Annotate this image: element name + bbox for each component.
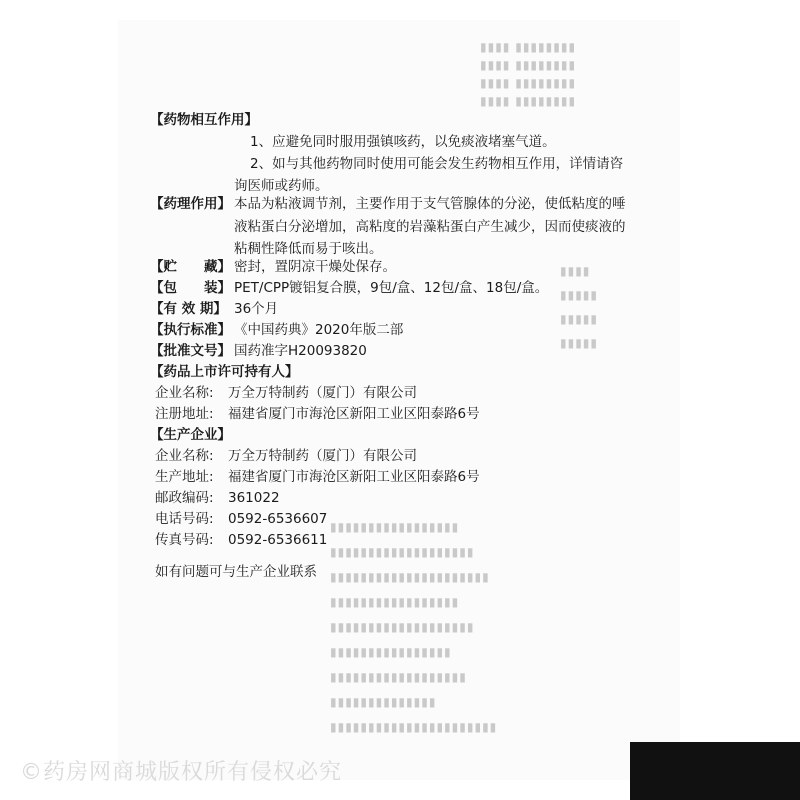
manufacturer-fax-value: 0592-6536611 (228, 532, 328, 548)
manufacturer-phone-label: 电话号码: (155, 511, 214, 527)
validity-value: 36个月 (234, 301, 279, 317)
dark-corner-shadow (630, 742, 800, 800)
manufacturer-address-label: 生产地址: (155, 469, 214, 485)
manufacturer-address-value: 福建省厦门市海沧区新阳工业区阳泰路6号 (228, 469, 480, 485)
approval-label: 【批准文号】 (150, 343, 231, 359)
standard-value: 《中国药典》2020年版二部 (234, 322, 404, 338)
standard-label: 【执行标准】 (150, 322, 231, 338)
bleed-through-text: ▮▮▮▮▮▮▮▮▮▮▮▮▮▮▮▮▮▮▮ (330, 620, 475, 634)
bleed-through-text: ▮▮▮▮▮ (560, 312, 599, 326)
holder-name-value: 万全万特制药（厦门）有限公司 (228, 385, 417, 401)
bleed-through-text: ▮▮▮▮▮▮▮▮▮▮▮▮▮▮ (330, 695, 437, 709)
bleed-through-text: ▮▮▮▮▮▮▮▮▮▮▮▮▮▮▮▮▮▮ (330, 670, 467, 684)
bleed-through-text: ▮▮▮▮ ▮▮▮▮▮▮▮▮ (480, 58, 577, 72)
storage-value: 密封，置阴凉干燥处保存。 (234, 259, 396, 275)
bleed-through-text: ▮▮▮▮ ▮▮▮▮▮▮▮▮ (480, 94, 577, 108)
pharmacology-line-3: 粘稠性降低而易于咳出。 (234, 241, 383, 257)
packaging-value: PET/CPP镀铝复合膜，9包/盒、12包/盒、18包/盒。 (234, 280, 549, 296)
manufacturer-name-label: 企业名称: (155, 448, 214, 464)
validity-label: 【有 效 期】 (150, 301, 227, 317)
manufacturer-postcode-value: 361022 (228, 490, 280, 506)
manufacturer-name-value: 万全万特制药（厦门）有限公司 (228, 448, 417, 464)
pharmacology-line-1: 本品为粘液调节剂，主要作用于支气管腺体的分泌，使低粘度的唾 (234, 196, 626, 212)
bleed-through-text: ▮▮▮▮▮▮▮▮▮▮▮▮▮▮▮▮ (330, 645, 452, 659)
interaction-item-2-line-1: 2、如与其他药物同时使用可能会发生药物相互作用，详情请咨 (250, 156, 624, 172)
packaging-label: 【包 装】 (150, 280, 231, 296)
holder-address-label: 注册地址: (155, 406, 214, 422)
bleed-through-text: ▮▮▮▮▮ (560, 288, 599, 302)
contact-note: 如有问题可与生产企业联系 (155, 564, 317, 580)
bleed-through-text: ▮▮▮▮▮▮▮▮▮▮▮▮▮▮▮▮▮▮▮▮▮▮ (330, 720, 498, 734)
holder-address-value: 福建省厦门市海沧区新阳工业区阳泰路6号 (228, 406, 480, 422)
storage-label: 【贮 藏】 (150, 259, 231, 275)
approval-value: 国药准字H20093820 (234, 343, 367, 359)
interaction-item-1: 1、应避免同时服用强镇咳药，以免痰液堵塞气道。 (250, 134, 556, 150)
bleed-through-text: ▮▮▮▮ (560, 264, 591, 278)
pharmacology-label: 【药理作用】 (150, 196, 231, 212)
bleed-through-text: ▮▮▮▮▮ (560, 336, 599, 350)
pharmacology-line-2: 液粘蛋白分泌增加，高粘度的岩藻粘蛋白产生减少，因而使痰液的 (234, 219, 626, 235)
holder-heading: 【药品上市许可持有人】 (150, 364, 299, 380)
bleed-through-text: ▮▮▮▮ ▮▮▮▮▮▮▮▮ (480, 40, 577, 54)
bleed-through-text: ▮▮▮▮▮▮▮▮▮▮▮▮▮▮▮▮▮ (330, 520, 460, 534)
bleed-through-text: ▮▮▮▮▮▮▮▮▮▮▮▮▮▮▮▮▮ (330, 595, 460, 609)
manufacturer-postcode-label: 邮政编码: (155, 490, 214, 506)
holder-name-label: 企业名称: (155, 385, 214, 401)
interaction-item-2-line-2: 询医师或药师。 (234, 178, 329, 194)
bleed-through-text: ▮▮▮▮ ▮▮▮▮▮▮▮▮ (480, 76, 577, 90)
manufacturer-heading: 【生产企业】 (150, 427, 231, 443)
bleed-through-text: ▮▮▮▮▮▮▮▮▮▮▮▮▮▮▮▮▮▮▮▮▮ (330, 570, 490, 584)
manufacturer-phone-value: 0592-6536607 (228, 511, 328, 527)
manufacturer-fax-label: 传真号码: (155, 532, 214, 548)
bleed-through-text: ▮▮▮▮▮▮▮▮▮▮▮▮▮▮▮▮▮▮▮ (330, 545, 475, 559)
copyright-watermark: ©药房网商城版权所有侵权必究 (20, 760, 343, 785)
interaction-heading: 【药物相互作用】 (150, 112, 258, 128)
